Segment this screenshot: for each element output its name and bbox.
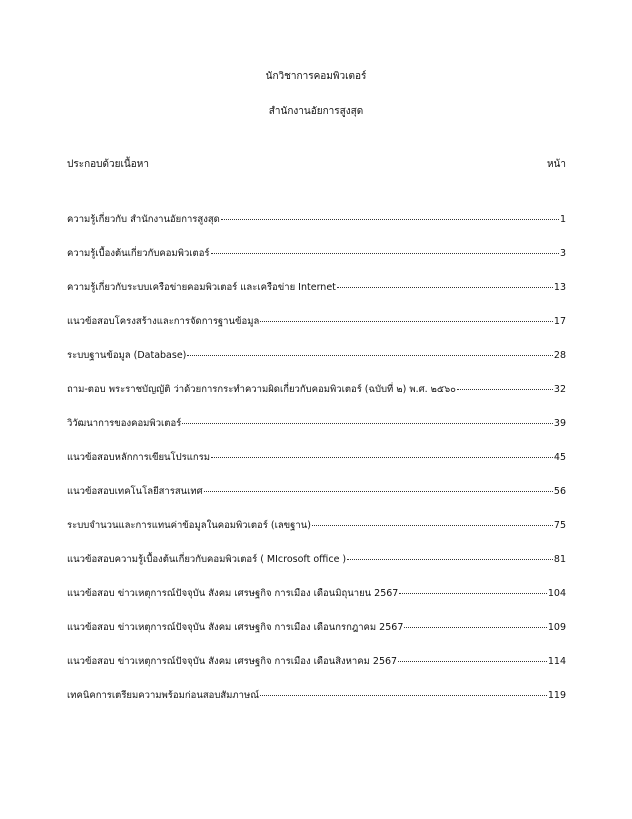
toc-entry — [67, 246, 566, 280]
toc-entry — [67, 654, 566, 688]
dot-leader — [399, 593, 547, 594]
table-of-contents — [67, 212, 566, 722]
toc-entry-title: แนวข้อสอบความรู้เบื้องต้นเกี่ยวกับคอมพิวเตอร์ ( MIcrosoft office ) — [67, 554, 347, 565]
toc-entry-page: 81 — [553, 554, 566, 565]
toc-entry-title: ความรู้เกี่ยวกับ สำนักงานอัยการสูงสุด — [67, 214, 220, 225]
toc-entry-page: 45 — [553, 452, 566, 463]
dot-leader — [211, 253, 559, 254]
dot-leader — [211, 457, 553, 458]
dot-leader — [182, 423, 553, 424]
toc-entry-title: ถาม-ตอบ พระราชบัญญัติ ว่าด้วยการกระทำความผิดเกี่ยวกับคอมพิวเตอร์ (ฉบับที่ ๒) พ.ศ. ๒๕๖๐ — [67, 384, 456, 395]
toc-entry-page: 28 — [553, 350, 566, 361]
dot-leader — [312, 525, 553, 526]
toc-entry — [67, 416, 566, 450]
toc-entry — [67, 348, 566, 382]
toc-entry — [67, 484, 566, 518]
toc-entry-title: แนวข้อสอบหลักการเขียนโปรแกรม — [67, 452, 210, 463]
toc-entry — [67, 586, 566, 620]
toc-entry — [67, 382, 566, 416]
dot-leader — [347, 559, 553, 560]
dot-leader — [337, 287, 553, 288]
page-column-label: หน้า — [546, 159, 566, 170]
toc-entry — [67, 552, 566, 586]
document-subtitle: สำนักงานอัยการสูงสุด — [268, 106, 364, 117]
dot-leader — [260, 695, 547, 696]
toc-header — [67, 157, 566, 172]
toc-entry-page: 114 — [547, 656, 566, 667]
toc-entry-title: วิวัฒนาการของคอมพิวเตอร์ — [67, 418, 182, 429]
toc-entry-title: ระบบฐานข้อมูล (Database) — [67, 350, 187, 361]
document-title: นักวิชาการคอมพิวเตอร์ — [265, 71, 367, 82]
dot-leader — [404, 627, 546, 628]
toc-entry-title: แนวข้อสอบ ข่าวเหตุการณ์ปัจจุบัน สังคม เศรษฐกิจ การเมือง เดือนมิถุนายน 2567 — [67, 588, 399, 599]
toc-entry-page: 32 — [553, 384, 566, 395]
dot-leader — [260, 321, 553, 322]
toc-entry-title: เทคนิคการเตรียมความพร้อมก่อนสอบสัมภาษณ์ — [67, 690, 260, 701]
toc-entry-page: 1 — [559, 214, 566, 225]
toc-entry-title: ความรู้เบื้องต้นเกี่ยวกับคอมพิวเตอร์ — [67, 248, 210, 259]
dot-leader — [457, 389, 553, 390]
toc-entry-page: 17 — [553, 316, 566, 327]
dot-leader — [204, 491, 553, 492]
toc-entry — [67, 280, 566, 314]
toc-entry — [67, 212, 566, 246]
contents-label: ประกอบด้วยเนื้อหา — [67, 159, 149, 170]
dot-leader — [398, 661, 547, 662]
toc-entry — [67, 620, 566, 654]
toc-entry-title: แนวข้อสอบ ข่าวเหตุการณ์ปัจจุบัน สังคม เศรษฐกิจ การเมือง เดือนสิงหาคม 2567 — [67, 656, 398, 667]
toc-entry-page: 109 — [547, 622, 566, 633]
toc-entry-page: 13 — [553, 282, 566, 293]
toc-entry-title: ความรู้เกี่ยวกับระบบเครือข่ายคอมพิวเตอร์ และเครือข่าย Internet — [67, 282, 336, 293]
toc-entry-title: แนวข้อสอบเทคโนโลยีสารสนเทศ — [67, 486, 203, 497]
toc-entry — [67, 518, 566, 552]
toc-entry-title: แนวข้อสอบ ข่าวเหตุการณ์ปัจจุบัน สังคม เศรษฐกิจ การเมือง เดือนกรกฎาคม 2567 — [67, 622, 404, 633]
toc-entry — [67, 314, 566, 348]
toc-entry-page: 3 — [559, 248, 566, 259]
toc-entry-page: 104 — [547, 588, 566, 599]
dot-leader — [187, 355, 553, 356]
toc-entry-page: 39 — [553, 418, 566, 429]
toc-entry-page: 56 — [553, 486, 566, 497]
toc-entry — [67, 688, 566, 722]
toc-entry-page: 75 — [553, 520, 566, 531]
toc-entry — [67, 450, 566, 484]
toc-entry-title: ระบบจำนวนและการแทนค่าข้อมูลในคอมพิวเตอร์ (เลขฐาน) — [67, 520, 311, 531]
dot-leader — [221, 219, 559, 220]
toc-entry-page: 119 — [547, 690, 566, 701]
toc-entry-title: แนวข้อสอบโครงสร้างและการจัดการฐานข้อมูล — [67, 316, 260, 327]
